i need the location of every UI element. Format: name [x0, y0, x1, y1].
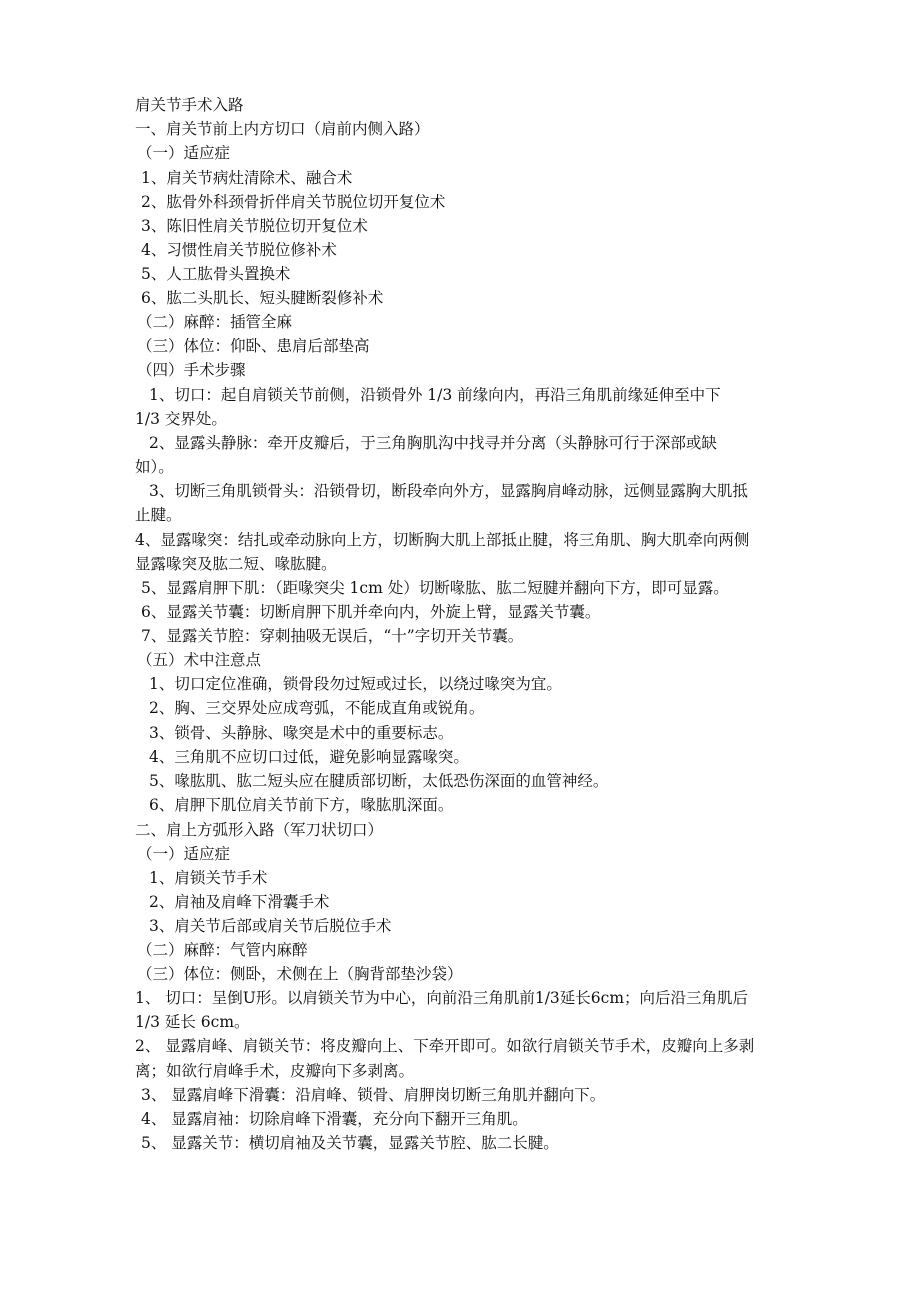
list-item: 7、显露关节腔：穿刺抽吸无误后，“十”字切开关节囊。 [141, 627, 524, 645]
section-heading: 二、肩上方弧形入路（军刀状切口） [135, 821, 384, 839]
list-item: 5、 显露关节：横切肩袖及关节囊，显露关节腔、肱二长腱。 [141, 1134, 559, 1152]
list-item: 5、人工肱骨头置换术 [141, 265, 291, 283]
subsection-heading: （二）麻醉：气管内麻醉 [137, 941, 308, 959]
list-item-continued: 离；如欲行肩峰手术，皮瓣向下多剥离。 [135, 1062, 415, 1080]
list-item: 4、三角肌不应切口过低，避免影响显露喙突。 [149, 748, 469, 766]
list-item: 2、胸、三交界处应成弯弧，不能成直角或锐角。 [149, 699, 485, 717]
list-item: 1、切口：起自肩锁关节前侧，沿锁骨外 1/3 前缘向内，再沿三角肌前缘延伸至中下 [149, 386, 721, 404]
list-item: 5、显露肩胛下肌：（距喙突尖 1cm 处）切断喙肱、肱二短腱并翻向下方，即可显露。 [141, 579, 729, 597]
list-item: 6、肩胛下肌位肩关节前下方，喙肱肌深面。 [149, 796, 454, 814]
subsection-heading: （三）体位：侧卧，术侧在上（胸背部垫沙袋） [137, 965, 463, 983]
list-item: 4、显露喙突：结扎或牵动脉向上方，切断胸大肌上部抵止腱，将三角肌、胸大肌牵向两侧 [135, 531, 750, 549]
subsection-heading: （五）术中注意点 [137, 651, 262, 669]
subsection-heading: （一）适应症 [137, 144, 231, 162]
list-item: 2、显露头静脉：牵开皮瓣后，于三角胸肌沟中找寻并分离（头静脉可行于深部或缺 [149, 434, 717, 452]
list-item: 4、 显露肩袖：切除肩峰下滑囊，充分向下翻开三角肌。 [141, 1110, 528, 1128]
subsection-heading: （二）麻醉：插管全麻 [137, 313, 293, 331]
subsection-heading: （三）体位：仰卧、患肩后部垫高 [137, 337, 370, 355]
list-item-continued: 如）。 [135, 458, 174, 476]
list-item: 4、习惯性肩关节脱位修补术 [141, 241, 337, 259]
list-item: 1、肩锁关节手术 [149, 869, 268, 887]
list-item-continued: 止腱。 [135, 506, 182, 524]
list-item-continued: 1/3 延长 6cm。 [135, 1013, 250, 1031]
list-item: 2、肩袖及肩峰下滑囊手术 [149, 893, 330, 911]
list-item-continued: 1/3 交界处。 [135, 410, 227, 428]
list-item: 6、显露关节囊：切断肩胛下肌并牵向内，外旋上臂，显露关节囊。 [141, 603, 601, 621]
list-item: 1、肩关节病灶清除术、融合术 [141, 169, 353, 187]
subsection-heading: （一）适应症 [137, 845, 231, 863]
list-item-continued: 显露喙突及肱二短、喙肱腱。 [135, 555, 337, 573]
list-item: 3、切断三角肌锁骨头：沿锁骨切，断段牵向外方，显露胸肩峰动脉，远侧显露胸大肌抵 [149, 482, 748, 500]
section-heading: 一、肩关节前上内方切口（肩前内侧入路） [135, 120, 430, 138]
list-item: 3、 显露肩峰下滑囊：沿肩峰、锁骨、肩胛岗切断三角肌并翻向下。 [141, 1086, 606, 1104]
subsection-heading: （四）手术步骤 [137, 361, 246, 379]
list-item: 2、 显露肩峰、肩锁关节：将皮瓣向上、下牵开即可。如欲行肩锁关节手术，皮瓣向上多剥 [135, 1037, 755, 1055]
list-item: 6、肱二头肌长、短头腱断裂修补术 [141, 289, 384, 307]
document-title: 肩关节手术入路 [135, 96, 244, 114]
list-item: 3、陈旧性肩关节脱位切开复位术 [141, 217, 368, 235]
list-item: 2、肱骨外科颈骨折伴肩关节脱位切开复位术 [141, 193, 446, 211]
list-item: 3、肩关节后部或肩关节后脱位手术 [149, 917, 392, 935]
list-item: 1、切口定位准确，锁骨段勿过短或过长，以绕过喙突为宜。 [149, 675, 562, 693]
list-item: 1、 切口：呈倒U形。以肩锁关节为中心，向前沿三角肌前1/3延长6cm；向后沿三角肌后 [135, 989, 749, 1007]
list-item: 5、喙肱肌、肱二短头应在腱质部切断，太低恐伤深面的血管神经。 [149, 772, 609, 790]
list-item: 3、锁骨、头静脉、喙突是术中的重要标志。 [149, 724, 454, 742]
